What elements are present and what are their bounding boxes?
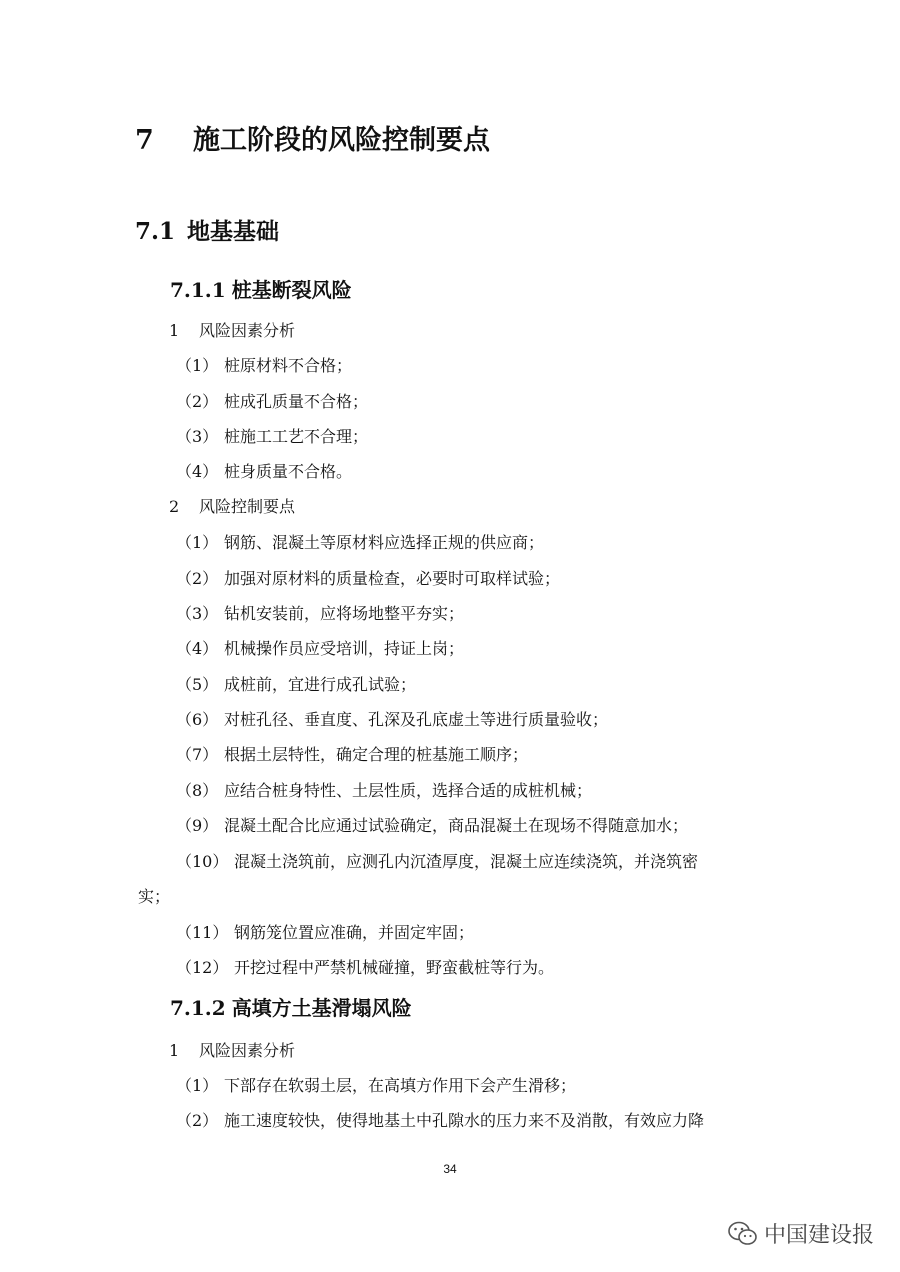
list-item-number: （1） xyxy=(176,533,219,552)
list-item xyxy=(176,672,416,695)
list-item-text: 开挖过程中严禁机械碰撞，野蛮截桩等行为。 xyxy=(234,958,555,977)
section-number: 7.1 xyxy=(135,218,176,245)
sub-heading-text: 风险因素分析 xyxy=(199,1041,296,1060)
page-number: 34 xyxy=(443,1162,457,1176)
list-item xyxy=(176,1073,576,1096)
list-item-number: （11） xyxy=(176,923,229,942)
list-item-text: 桩成孔质量不合格； xyxy=(224,392,369,411)
list-item-number: （5） xyxy=(176,675,219,694)
list-item-text: 桩原材料不合格； xyxy=(224,356,353,375)
list-item xyxy=(176,353,352,376)
chapter-title: 施工阶段的风险控制要点 xyxy=(193,125,490,156)
sub-heading-number: 1 xyxy=(169,1041,180,1060)
list-item-text: 成桩前，宜进行成孔试验； xyxy=(224,675,417,694)
list-item xyxy=(176,778,592,801)
watermark-text: 中国建设报 xyxy=(764,1223,875,1248)
list-item xyxy=(176,389,368,412)
list-item-continuation: 实； xyxy=(138,887,171,906)
subsection-heading xyxy=(170,992,412,1021)
list-item-number: （2） xyxy=(176,392,219,411)
list-item-text: 机械操作员应受培训，持证上岗； xyxy=(224,639,465,658)
list-item xyxy=(176,636,464,659)
list-item-number: （4） xyxy=(176,462,219,481)
list-item-text: 应结合桩身特性、土层性质，选择合适的成桩机械； xyxy=(224,781,593,800)
list-item-text: 根据土层特性，确定合理的桩基施工顺序； xyxy=(224,745,529,764)
list-item-number: （3） xyxy=(176,427,219,446)
section-heading xyxy=(135,213,279,246)
list-item-text: 对桩孔径、垂直度、孔深及孔底虚土等进行质量验收； xyxy=(224,710,609,729)
list-item-number: （1） xyxy=(176,356,219,375)
sub-heading-number: 2 xyxy=(169,497,180,516)
list-item-number: （2） xyxy=(176,1111,219,1130)
list-item-number: （8） xyxy=(176,781,219,800)
subsection-number: 7.1.2 xyxy=(170,996,226,1020)
list-item-text: 钻机安装前，应将场地整平夯实； xyxy=(224,604,465,623)
chapter-heading xyxy=(135,118,490,157)
list-item-number: （1） xyxy=(176,1076,219,1095)
list-item-text: 施工速度较快，使得地基土中孔隙水的压力来不及消散，有效应力降 xyxy=(224,1111,705,1130)
subsection-number: 7.1.1 xyxy=(170,278,226,302)
list-item-number: （2） xyxy=(176,569,219,588)
sub-heading-text: 风险控制要点 xyxy=(199,497,296,516)
list-item-number: （6） xyxy=(176,710,219,729)
list-item xyxy=(176,742,528,765)
list-item xyxy=(176,849,698,872)
list-item xyxy=(176,459,352,482)
list-item-text: 钢筋笼位置应准确，并固定牢固； xyxy=(234,923,475,942)
list-item xyxy=(176,566,560,589)
sub-heading-text: 风险因素分析 xyxy=(199,321,296,340)
list-item-number: （12） xyxy=(176,958,229,977)
list-item xyxy=(176,530,544,553)
list-item xyxy=(176,424,368,447)
list-item-text: 桩施工工艺不合理； xyxy=(224,427,369,446)
list-item-text: 加强对原材料的质量检查，必要时可取样试验； xyxy=(224,569,561,588)
list-item xyxy=(176,955,554,978)
sub-heading xyxy=(169,318,295,341)
list-item-number: （3） xyxy=(176,604,219,623)
subsection-heading xyxy=(170,274,352,303)
subsection-title: 桩基断裂风险 xyxy=(231,278,352,302)
list-item-number: （7） xyxy=(176,745,219,764)
list-item-text: 桩身质量不合格。 xyxy=(224,462,353,481)
list-item-number: （4） xyxy=(176,639,219,658)
section-title: 地基基础 xyxy=(187,218,280,245)
list-item xyxy=(176,920,474,943)
sub-heading xyxy=(169,494,295,517)
list-item-text: 钢筋、混凝土等原材料应选择正规的供应商； xyxy=(224,533,545,552)
list-item-number: （9） xyxy=(176,816,219,835)
sub-heading-number: 1 xyxy=(169,321,180,340)
list-item xyxy=(176,813,688,836)
list-item xyxy=(176,707,608,730)
list-item xyxy=(176,1108,704,1131)
list-item xyxy=(176,601,464,624)
list-item-text: 混凝土配合比应通过试验确定，商品混凝土在现场不得随意加水； xyxy=(224,816,689,835)
chapter-number: 7 xyxy=(135,125,154,156)
list-item-text: 下部存在软弱土层，在高填方作用下会产生滑移； xyxy=(224,1076,577,1095)
sub-heading xyxy=(169,1038,295,1061)
subsection-title: 高填方土基滑塌风险 xyxy=(231,996,412,1020)
wechat-icon xyxy=(728,1221,758,1247)
list-item-number: （10） xyxy=(176,852,229,871)
watermark xyxy=(728,1218,874,1249)
list-item-text: 混凝土浇筑前，应测孔内沉渣厚度，混凝土应连续浇筑，并浇筑密 xyxy=(234,852,699,871)
